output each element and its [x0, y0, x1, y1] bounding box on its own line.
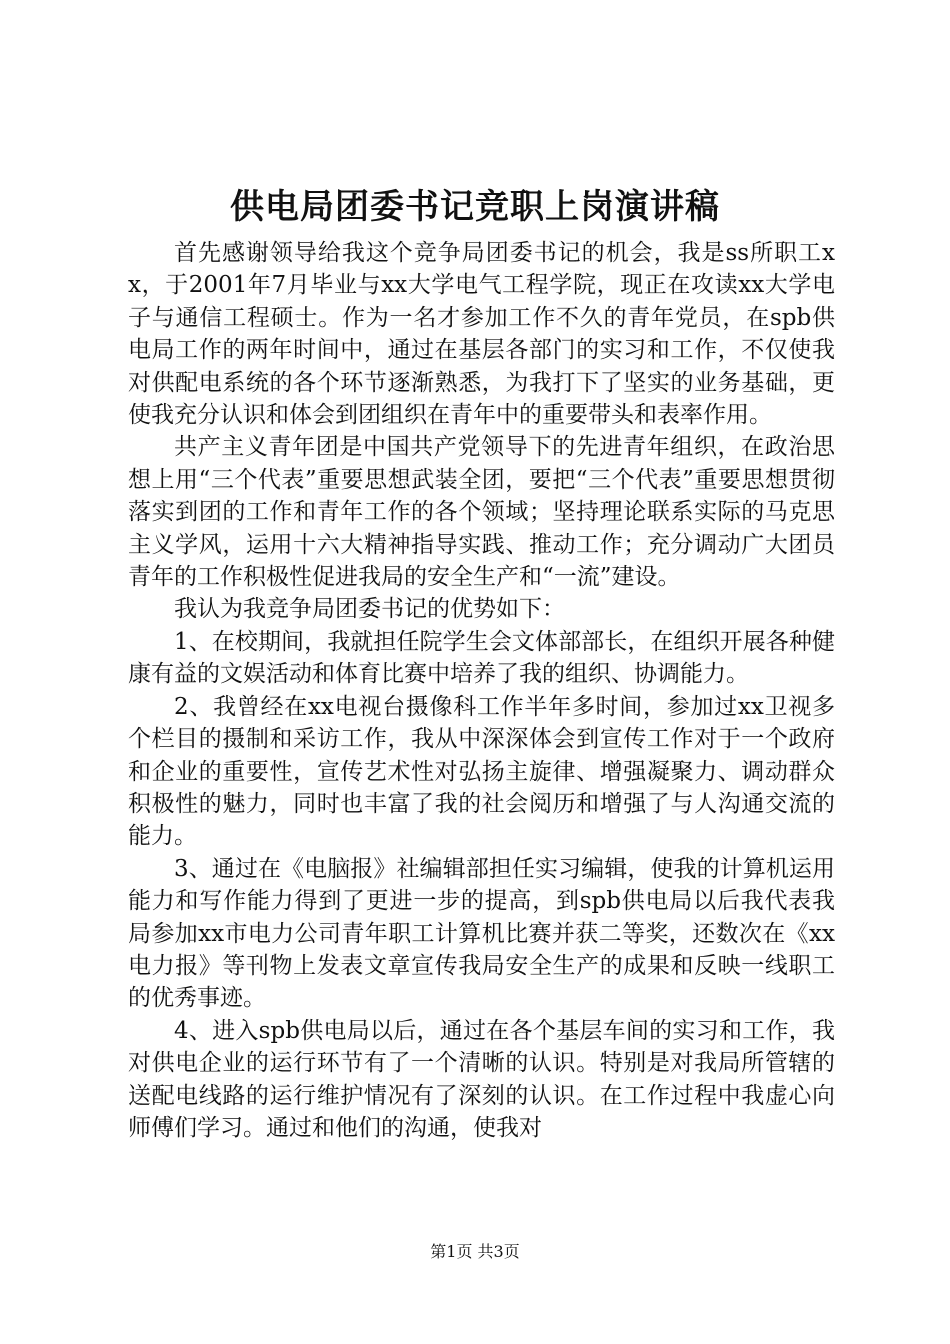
paragraph: 3、通过在《电脑报》社编辑部担任实习编辑，使我的计算机运用能力和写作能力得到了更进一步的提高，到spb供电局以后我代表我局参加xx市电力公司青年职工计算机比赛并获二等奖，还数次在《xx电力报》等刊物上发表文章宣传我局安全生产的成果和反映一线职工的优秀事迹。 — [128, 855, 835, 1012]
paragraph: 首先感谢领导给我这个竞争局团委书记的机会，我是ss所职工xx，于2001年7月毕业与xx大学电气工程学院，现正在攻读xx大学电子与通信工程硕士。作为一名才参加工作不久的青年党员，在spb供电局工作的两年时间中，通过在基层各部门的实习和工作，不仅使我对供配电系统的各个环节逐渐熟悉，为我打下了坚实的业务基础，更使我充分认识和体会到团组织在青年中的重要带头和表率作用。 — [128, 240, 835, 429]
document-body — [128, 237, 835, 1144]
page-number-footer: 第1页 共3页 — [430, 1242, 520, 1261]
paragraph: 2、我曾经在xx电视台摄像科工作半年多时间，参加过xx卫视多个栏目的摄制和采访工作，我从中深深体会到宣传工作对于一个政府和企业的重要性，宣传艺术性对弘扬主旋律、增强凝聚力、调动群众积极性的魅力，同时也丰富了我的社会阅历和增强了与人沟通交流的能力。 — [128, 693, 835, 850]
document-title: 供电局团委书记竞职上岗演讲稿 — [230, 187, 720, 227]
paragraph: 我认为我竞争局团委书记的优势如下： — [174, 596, 565, 623]
paragraph: 共产主义青年团是中国共产党领导下的先进青年组织，在政治思想上用“三个代表”重要思想武装全团，要把“三个代表”重要思想贯彻落实到团的工作和青年工作的各个领域；坚持理论联系实际的马克思主义学风，运用十六大精神指导实践、推动工作；充分调动广大团员青年的工作积极性促进我局的安全生产和“一流”建设。 — [128, 434, 835, 591]
paragraph: 1、在校期间，我就担任院学生会文体部部长，在组织开展各种健康有益的文娱活动和体育比赛中培养了我的组织、协调能力。 — [128, 628, 835, 688]
paragraph: 4、进入spb供电局以后，通过在各个基层车间的实习和工作，我对供电企业的运行环节有了一个清晰的认识。特别是对我局所管辖的送配电线路的运行维护情况有了深刻的认识。在工作过程中我虚心向师傅们学习。通过和他们的沟通，使我对 — [128, 1017, 835, 1141]
